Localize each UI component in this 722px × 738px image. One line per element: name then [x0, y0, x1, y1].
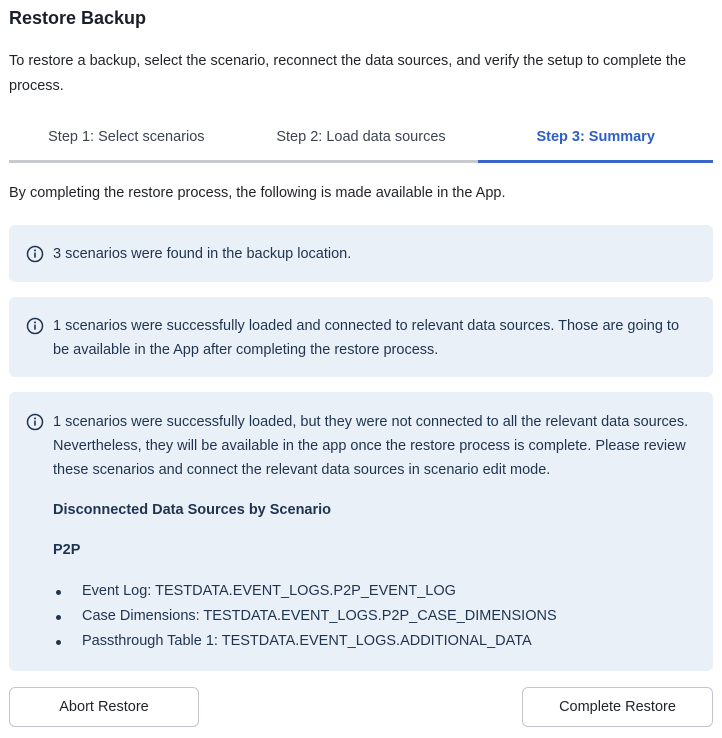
- notice-text: 3 scenarios were found in the backup location.: [53, 246, 352, 262]
- list-item: Event Log: TESTDATA.EVENT_LOGS.P2P_EVENT_LOG: [53, 579, 695, 604]
- summary-intro: By completing the restore process, the following is made available in the App.: [9, 185, 506, 201]
- info-notice-scenarios-found: [9, 225, 713, 282]
- disconnected-heading: Disconnected Data Sources by Scenario: [53, 502, 332, 518]
- info-icon: [26, 317, 44, 335]
- tab-step-2[interactable]: Step 2: Load data sources: [244, 118, 479, 163]
- notice-text: 1 scenarios were successfully loaded, but they were not connected to all the relevant data sources. Nevertheless, they will be available in the app once the restore process is complete. Please review these scenarios and connect the relevant data sources in scenario edit mode.: [53, 414, 689, 478]
- tab-step-1[interactable]: Step 1: Select scenarios: [9, 118, 244, 163]
- list-item: Passthrough Table 1: TESTDATA.EVENT_LOGS.ADDITIONAL_DATA: [53, 629, 695, 654]
- data-source-list: [53, 579, 695, 654]
- tab-step-3[interactable]: Step 3: Summary: [478, 118, 713, 163]
- info-icon: [26, 413, 44, 431]
- notice-body: [53, 410, 695, 654]
- step-tabs: [9, 118, 713, 163]
- complete-restore-button[interactable]: Complete Restore: [522, 687, 713, 727]
- dialog-description: To restore a backup, select the scenario, reconnect the data sources, and verify the setup to complete the process.: [9, 53, 687, 94]
- abort-restore-button[interactable]: Abort Restore: [9, 687, 199, 727]
- info-notice-connected: [9, 297, 713, 377]
- info-icon: [26, 245, 44, 263]
- scenario-name: P2P: [53, 542, 81, 558]
- dialog-title: Restore Backup: [9, 8, 147, 28]
- info-notice-disconnected: [9, 392, 713, 671]
- list-item: Case Dimensions: TESTDATA.EVENT_LOGS.P2P_CASE_DIMENSIONS: [53, 604, 695, 629]
- notice-text: 1 scenarios were successfully loaded and connected to relevant data sources. Those are going to be available in the App after completing the restore process.: [53, 318, 680, 358]
